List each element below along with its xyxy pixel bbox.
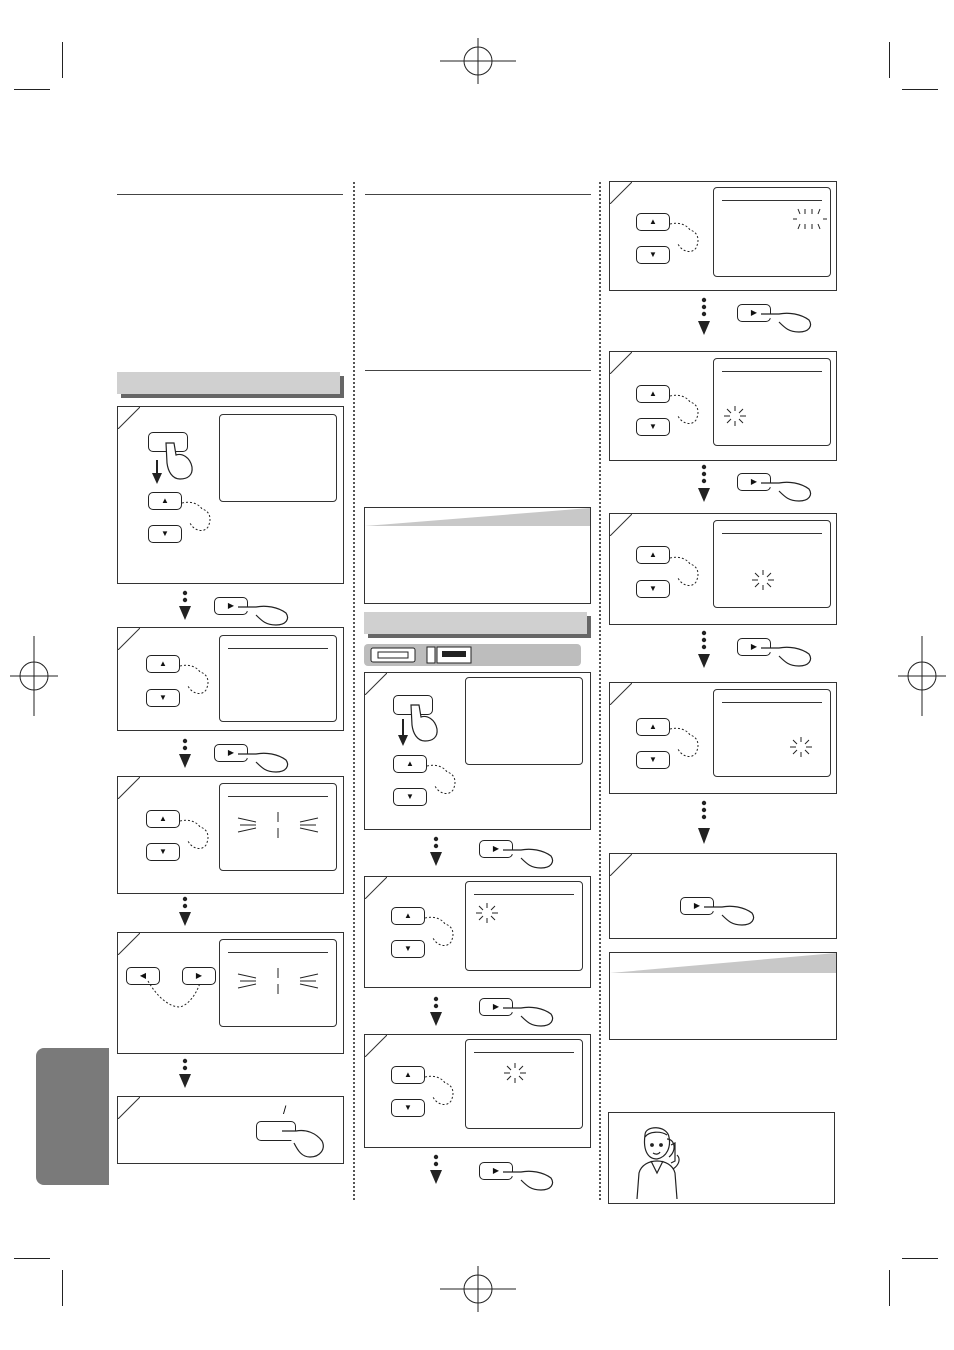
down-button[interactable]: ▼ <box>146 689 180 707</box>
section-rule <box>365 370 591 371</box>
up-button[interactable]: ▲ <box>148 492 182 510</box>
section-rule <box>117 194 343 195</box>
crop-mark <box>889 42 890 78</box>
column-separator <box>599 182 601 1200</box>
down-button[interactable]: ▼ <box>391 940 425 958</box>
arrow-down-icon <box>178 896 192 928</box>
play-button[interactable]: ▶ <box>479 840 513 858</box>
tv-screen <box>713 520 831 608</box>
step-panel-2 <box>117 627 344 731</box>
step-corner-icon <box>118 777 140 799</box>
down-button[interactable]: ▼ <box>391 1099 425 1117</box>
mid-step-panel-2 <box>364 876 591 988</box>
step-corner-icon <box>365 877 387 899</box>
hand-press-icon <box>423 1073 457 1109</box>
right-step-panel-7 <box>609 682 837 794</box>
step-corner-icon <box>610 683 632 705</box>
right-step-panel-6 <box>609 513 837 625</box>
up-button[interactable]: ▲ <box>146 810 180 828</box>
hand-press-icon <box>423 914 457 950</box>
up-button[interactable]: ▲ <box>146 655 180 673</box>
hand-press-icon <box>761 642 813 668</box>
step-panel-3 <box>117 776 344 894</box>
down-button[interactable]: ▼ <box>148 525 182 543</box>
up-button[interactable]: ▲ <box>391 907 425 925</box>
hand-press-icon <box>668 392 702 428</box>
registration-mark-icon <box>898 636 946 716</box>
hand-press-icon <box>503 1002 555 1028</box>
hand-press-icon <box>407 703 441 743</box>
note-box <box>609 952 837 1040</box>
left-button[interactable]: ◀ <box>126 967 160 985</box>
hand-press-icon <box>503 844 555 870</box>
up-button[interactable]: ▲ <box>391 1066 425 1084</box>
registration-mark-icon <box>10 636 58 716</box>
crop-mark <box>62 42 63 78</box>
down-button[interactable]: ▼ <box>636 751 670 769</box>
arrow-down-icon <box>178 1058 192 1090</box>
section-rule <box>365 194 591 195</box>
play-button[interactable]: ▶ <box>214 597 248 615</box>
hand-press-icon <box>761 308 813 334</box>
tv-screen <box>219 414 337 502</box>
crop-mark <box>62 1270 63 1306</box>
step-panel-1 <box>117 406 344 584</box>
crop-mark <box>902 89 938 90</box>
step-corner-icon <box>610 514 632 536</box>
tv-screen <box>219 635 337 722</box>
hand-press-icon <box>238 601 290 627</box>
blink-indicator-icon <box>792 208 828 230</box>
arrow-down-icon <box>697 297 711 337</box>
hand-press-icon <box>704 901 756 927</box>
note-header-bar <box>610 953 836 973</box>
up-button[interactable]: ▲ <box>636 718 670 736</box>
step-mark: / <box>283 1103 287 1117</box>
play-button[interactable]: ▶ <box>479 998 513 1016</box>
mid-step-panel-3 <box>364 1034 591 1148</box>
step-corner-icon <box>118 628 140 650</box>
arrow-down-icon <box>398 735 408 746</box>
up-button[interactable]: ▲ <box>393 755 427 773</box>
step-corner-icon <box>118 1097 140 1119</box>
step-panel-4 <box>117 932 344 1054</box>
crop-mark <box>889 1270 890 1306</box>
column-separator <box>353 182 355 1200</box>
tv-screen <box>465 1039 583 1129</box>
up-button[interactable]: ▲ <box>636 213 670 231</box>
blink-indicator-icon <box>502 1062 528 1084</box>
hand-press-icon <box>668 725 702 761</box>
cassette-icon <box>370 647 416 663</box>
arrow-down-icon <box>152 473 162 484</box>
step-corner-icon <box>610 182 632 204</box>
registration-mark-icon <box>440 38 516 84</box>
hand-press-icon <box>178 817 212 853</box>
arrow-down-icon <box>429 836 443 868</box>
step-panel-5 <box>117 1096 344 1164</box>
up-button[interactable]: ▲ <box>636 546 670 564</box>
tv-screen <box>713 689 831 777</box>
hand-press-icon <box>162 441 196 481</box>
blink-indicator-icon <box>722 405 748 427</box>
step-corner-icon <box>365 673 387 695</box>
crop-mark <box>902 1258 938 1259</box>
tv-screen <box>219 939 337 1027</box>
hand-press-icon <box>238 748 290 774</box>
play-button[interactable]: ▶ <box>479 1162 513 1180</box>
hand-press-icon <box>425 762 459 798</box>
mid-step-panel-1 <box>364 672 591 830</box>
vcr-icon <box>426 645 474 665</box>
step-corner-icon <box>365 1035 387 1057</box>
down-button[interactable]: ▼ <box>636 580 670 598</box>
right-button[interactable]: ▶ <box>182 967 216 985</box>
step-corner-icon <box>118 407 140 429</box>
hand-press-icon <box>282 1125 326 1161</box>
hand-press-icon <box>180 499 214 535</box>
blink-indicator-icon <box>750 569 776 591</box>
step-corner-icon <box>610 854 632 876</box>
play-button[interactable]: ▶ <box>680 897 714 915</box>
tv-screen <box>713 358 831 446</box>
right-step-panel-5 <box>609 351 837 461</box>
help-box <box>608 1112 835 1204</box>
heading-bar <box>364 612 587 634</box>
person-on-phone-icon <box>623 1121 689 1201</box>
side-tab <box>36 1048 109 1185</box>
blink-indicator-icon <box>236 810 320 840</box>
down-button[interactable]: ▼ <box>146 843 180 861</box>
play-button[interactable]: ▶ <box>737 304 771 322</box>
heading-bar <box>117 372 340 394</box>
hand-press-icon <box>178 662 212 698</box>
registration-mark-icon <box>440 1266 516 1312</box>
arrow-down-icon <box>429 996 443 1028</box>
arrow-down-icon <box>697 464 711 504</box>
note-box <box>364 507 591 604</box>
down-button[interactable]: ▼ <box>393 788 427 806</box>
note-header-bar <box>365 508 590 526</box>
play-button[interactable]: ▶ <box>737 638 771 656</box>
tv-screen <box>465 677 583 765</box>
blink-indicator-icon <box>474 902 500 924</box>
hand-press-icon <box>761 477 813 503</box>
crop-mark <box>14 89 50 90</box>
right-step-panel-4 <box>609 181 837 291</box>
down-button[interactable]: ▼ <box>636 418 670 436</box>
arrow-down-icon <box>429 1154 443 1186</box>
hand-press-icon <box>503 1166 555 1192</box>
arrow-down-icon <box>178 738 192 770</box>
arrow-down-icon <box>178 590 192 622</box>
up-button[interactable]: ▲ <box>636 385 670 403</box>
arrow-down-icon <box>697 630 711 670</box>
down-button[interactable]: ▼ <box>636 246 670 264</box>
tv-screen <box>465 881 583 971</box>
hand-press-icon <box>668 554 702 590</box>
blink-indicator-icon <box>788 736 814 758</box>
tv-screen <box>713 187 831 277</box>
step-corner-icon <box>118 933 140 955</box>
arrow-down-icon <box>697 800 711 846</box>
right-step-panel-8 <box>609 853 837 939</box>
step-corner-icon <box>610 352 632 374</box>
play-button[interactable]: ▶ <box>737 473 771 491</box>
play-button[interactable]: ▶ <box>214 744 248 762</box>
hand-press-icon <box>668 220 702 256</box>
crop-mark <box>14 1258 50 1259</box>
hand-press-icon <box>144 977 204 1013</box>
blink-indicator-icon <box>236 966 320 996</box>
tv-screen <box>219 783 337 871</box>
